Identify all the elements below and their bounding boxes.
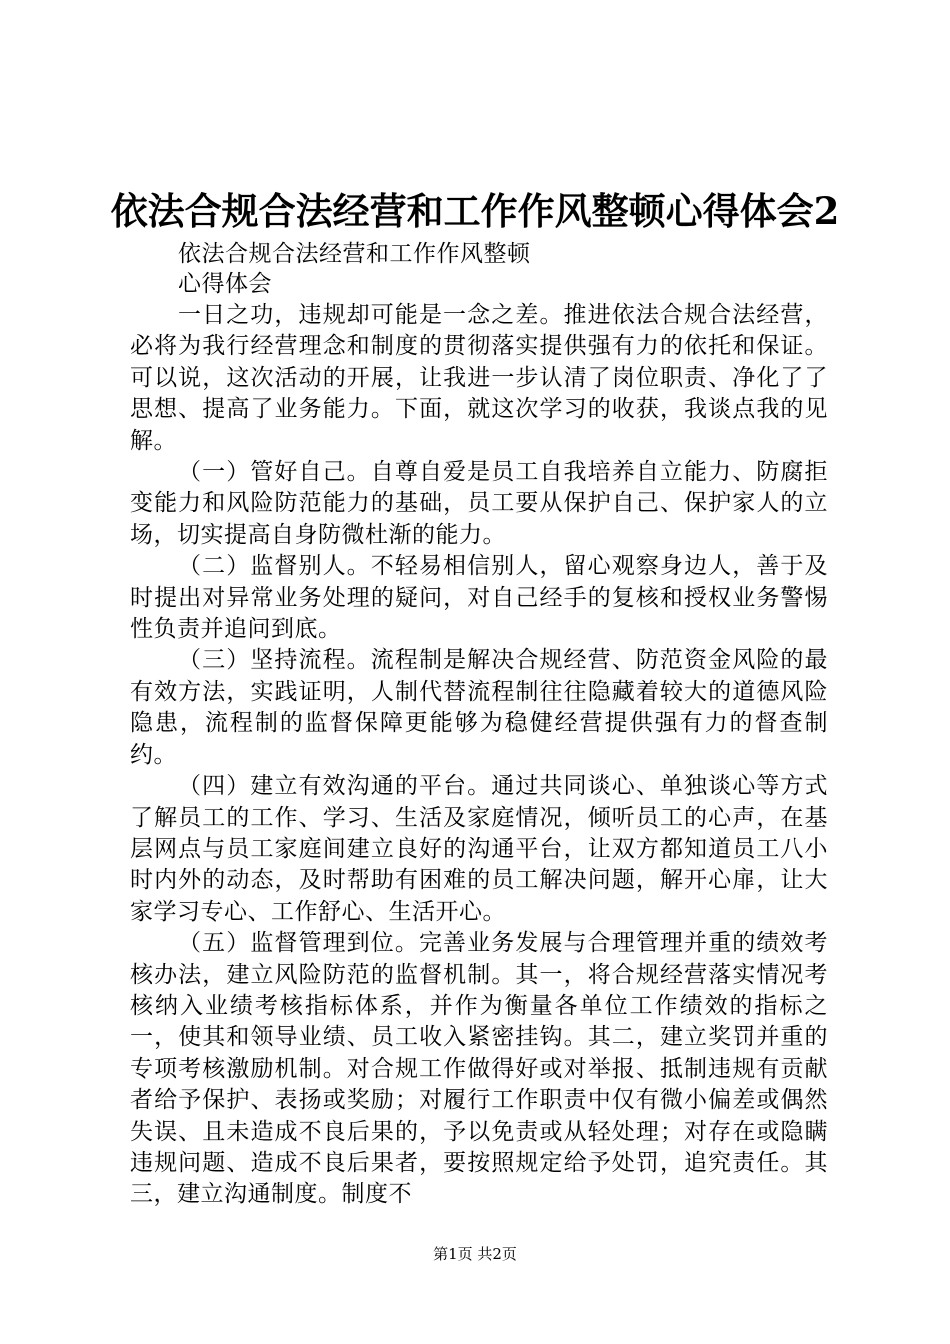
paragraph-point-4: （四）建立有效沟通的平台。通过共同谈心、单独谈心等方式了解员工的工作、学习、生活及家庭情况，倾听员工的心声，在基层网点与员工家庭间建立良好的沟通平台，让双方都知道员工八小时内外的动态，及时帮助有困难的员工解决问题，解开心扉，让大家学习专心、工作舒心、生活开心。 [130, 773, 828, 925]
subtitle-line-1: 依法合规合法经营和工作作风整顿 [178, 241, 531, 267]
paragraph-point-3: （三）坚持流程。流程制是解决合规经营、防范资金风险的最有效方法，实践证明，人制代替流程制往往隐藏着较大的道德风险隐患，流程制的监督保障更能够为稳健经营提供强有力的督查制约。 [130, 647, 828, 768]
paragraph-point-2: （二）监督别人。不轻易相信别人，留心观察身边人，善于及时提出对异常业务处理的疑问，对自己经手的复核和授权业务警惕性负责并追问到底。 [130, 553, 828, 643]
subtitle-line-2: 心得体会 [178, 271, 272, 297]
paragraph-point-1: （一）管好自己。自尊自爱是员工自我培养自立能力、防腐拒变能力和风险防范能力的基础，员工要从保护自己、保护家人的立场，切实提高自身防微杜渐的能力。 [130, 459, 828, 548]
document-title: 依法合规合法经营和工作作风整顿心得体会2 [110, 189, 840, 233]
page-footer: 第1页 共2页 [433, 1245, 517, 1263]
paragraph-intro: 一日之功，违规却可能是一念之差。推进依法合规合法经营，必将为我行经营理念和制度的贯彻落实提供强有力的依托和保证。可以说，这次活动的开展，让我进一步认清了岗位职责、净化了了思想、提高了业务能力。下面，就这次学习的收获，我谈点我的见解。 [130, 302, 828, 454]
paragraph-point-5: （五）监督管理到位。完善业务发展与合理管理并重的绩效考核办法，建立风险防范的监督机制。其一，将合规经营落实情况考核纳入业绩考核指标体系，并作为衡量各单位工作绩效的指标之一，使其和领导业绩、员工收入紧密挂钩。其二，建立奖罚并重的专项考核激励机制。对合规工作做得好或对举报、抵制违规有贡献者给予保护、表扬或奖励；对履行工作职责中仅有微小偏差或偶然失误、且未造成不良后果的，予以免责或从轻处理；对存在或隐瞒违规问题、造成不良后果者，要按照规定给予处罚，追究责任。其三，建立沟通制度。制度不 [130, 930, 828, 1208]
document-body [130, 300, 828, 1211]
